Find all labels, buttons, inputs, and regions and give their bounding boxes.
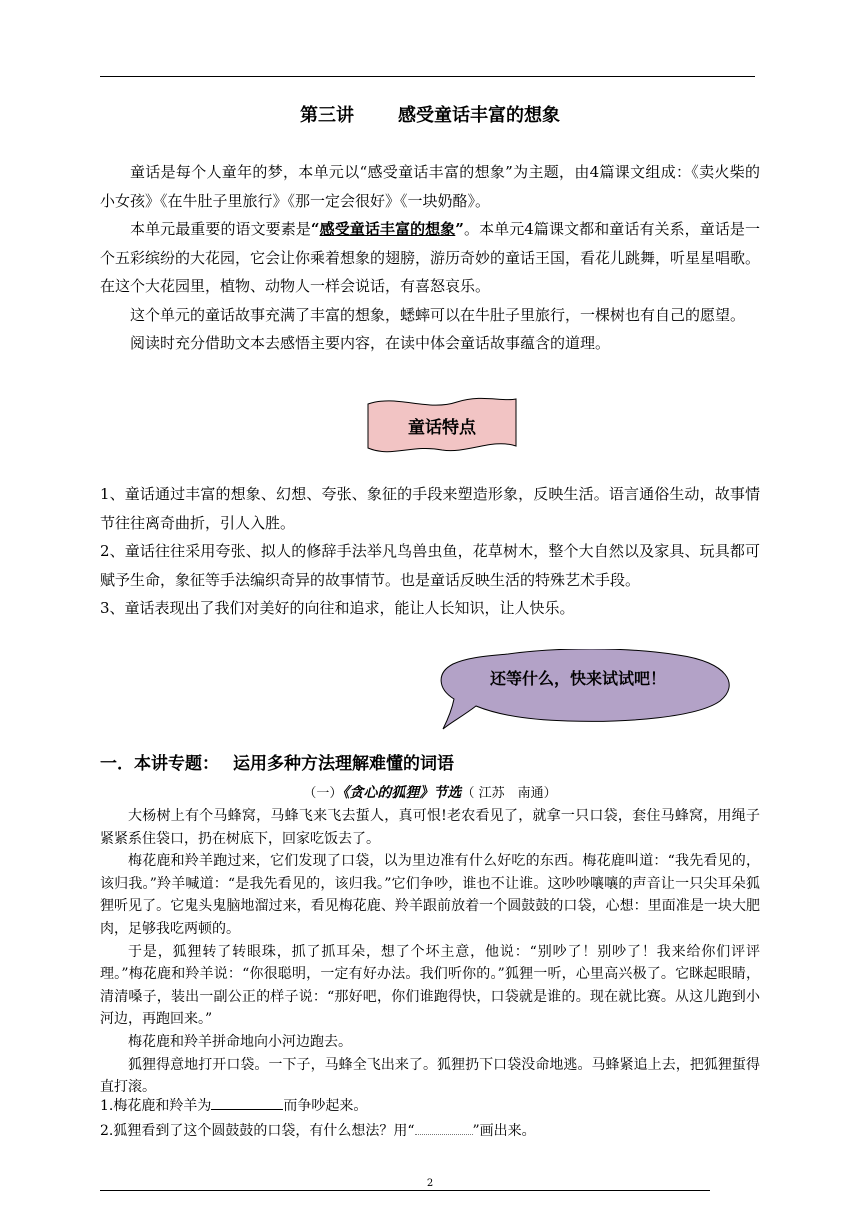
story-paragraph: 梅花鹿和羚羊拼命地向小河边跑去。 — [128, 1033, 352, 1050]
story-text — [100, 805, 760, 1099]
intro-p2-before: 本单元最重要的语文要素是 — [130, 220, 311, 238]
features-list — [100, 480, 760, 623]
story-paragraph: 狐狸得意地打开口袋。一下子，马蜂全飞出来了。狐狸扔下口袋没命地逃。马蜂紧追上去，把狐狸蜇得直打滚。 — [100, 1056, 760, 1096]
question-2 — [100, 1119, 760, 1144]
lecture-topic: 感受童话丰富的想象 — [398, 105, 560, 126]
dotted-underline-sample — [415, 1122, 473, 1135]
section-heading-prefix: 一．本讲专题： — [100, 754, 219, 774]
section-heading — [100, 749, 454, 774]
page-title — [0, 101, 860, 127]
key-element-emphasis: 感受童话丰富的想象 — [319, 220, 456, 238]
question-2-text-after: ”画出来。 — [472, 1123, 536, 1139]
question-2-text-before: 2.狐狸看到了这个圆鼓鼓的口袋，有什么想法？用“ — [100, 1123, 415, 1139]
feature-item-1: 1、童话通过丰富的想象、幻想、夸张、象征的手段来塑造形象，反映生活。语言通俗生动，故事情节往往离奇曲折，引人入胜。 — [100, 485, 760, 532]
question-1 — [100, 1094, 760, 1119]
story-paragraph: 梅花鹿和羚羊跑过来，它们发现了口袋，以为里边准有什么好吃的东西。梅花鹿叫道：“我先看见的，该归我。”羚羊喊道：“是我先看见的，该归我。”它们争吵，谁也不让谁。这吵吵嚷嚷的声音让一只尖耳朵狐狸听见了。它鬼头鬼脑地溜过来，看见梅花鹿、羚羊跟前放着一个圆鼓鼓的口袋，心想：里面准是一块大肥肉，足够我吃两顿的。 — [100, 853, 760, 937]
intro-p2-quote-close: ” — [455, 220, 464, 238]
story-paragraph: 大杨树上有个马蜂窝，马蜂飞来飞去蜇人，真可恨!老农看见了，就拿一只口袋，套住马蜂窝，用绳子紧紧系住袋口，扔在树底下，回家吃饭去了。 — [100, 808, 760, 847]
question-1-text-after: 而争吵起来。 — [283, 1098, 368, 1114]
bubble-label: 还等什么，快来试试吧！ — [489, 669, 666, 688]
question-1-text-before: 1.梅花鹿和羚羊为 — [100, 1098, 212, 1114]
intro-p2-quote-open: “ — [310, 220, 320, 238]
feature-item-2: 2、童话往往采用夸张、拟人的修辞手法举凡鸟兽虫鱼，花草树木，整个大自然以及家具、玩具都可赋予生命，象征等手法编织奇异的故事情节。也是童话反映生活的特殊艺术手段。 — [100, 542, 760, 589]
speech-bubble — [428, 649, 738, 731]
story-title: 《贪心的狐狸》节选 — [342, 785, 462, 801]
feature-item-3: 3、童话表现出了我们对美好的向往和追求，能让人长知识，让人快乐。 — [100, 599, 575, 617]
questions-section — [100, 1094, 760, 1144]
story-subtitle — [0, 782, 860, 802]
top-rule — [100, 76, 755, 77]
banner-label: 童话特点 — [408, 418, 476, 438]
intro-paragraph-1: 童话是每个人童年的梦，本单元以“感受童话丰富的想象”为主题，由4篇课文组成：《卖火柴的小女孩》《在牛肚子里旅行》《那一定会很好》《一块奶酪》。 — [100, 163, 760, 210]
intro-paragraph-4: 阅读时充分借助文本去感悟主要内容，在读中体会童话故事蕴含的道理。 — [130, 334, 611, 352]
story-index: （一） — [303, 786, 343, 801]
bottom-rule — [100, 1190, 710, 1191]
lecture-number: 第三讲 — [300, 105, 354, 126]
story-source: （ 江苏 南通） — [461, 786, 557, 801]
intro-p2-after: 。本单元4篇课文都和童话有关系，童话是一个五彩缤纷的大花园，它会让你乘着想象的翅膀，游历奇妙的童话王国，看花儿跳舞，听星星唱歌。在这个大花园里，植物、动物人一样会说话，有喜怒哀乐。 — [100, 220, 761, 295]
intro-paragraph-2 — [100, 215, 760, 301]
intro-paragraph-3: 这个单元的童话故事充满了丰富的想象，蟋蟀可以在牛肚子里旅行，一棵树也有自己的愿望。 — [130, 305, 746, 324]
story-paragraph: 于是，狐狸转了转眼珠，抓了抓耳朵，想了个坏主意，他说：“别吵了！别吵了！我来给你们评评理。”梅花鹿和羚羊说：“你很聪明，一定有好办法。我们听你的。”狐狸一听，心里高兴极了。它眯起眼睛，清清嗓子，装出一副公正的样子说：“那好吧，你们谁跑得快，口袋就是谁的。现在就比赛。从这儿跑到小河边，再跑回来。” — [100, 943, 760, 1028]
intro-section — [100, 158, 760, 358]
answer-blank[interactable] — [211, 1095, 283, 1110]
section-heading-topic: 运用多种方法理解难懂的词语 — [233, 754, 454, 774]
page-number: 2 — [426, 1178, 434, 1189]
